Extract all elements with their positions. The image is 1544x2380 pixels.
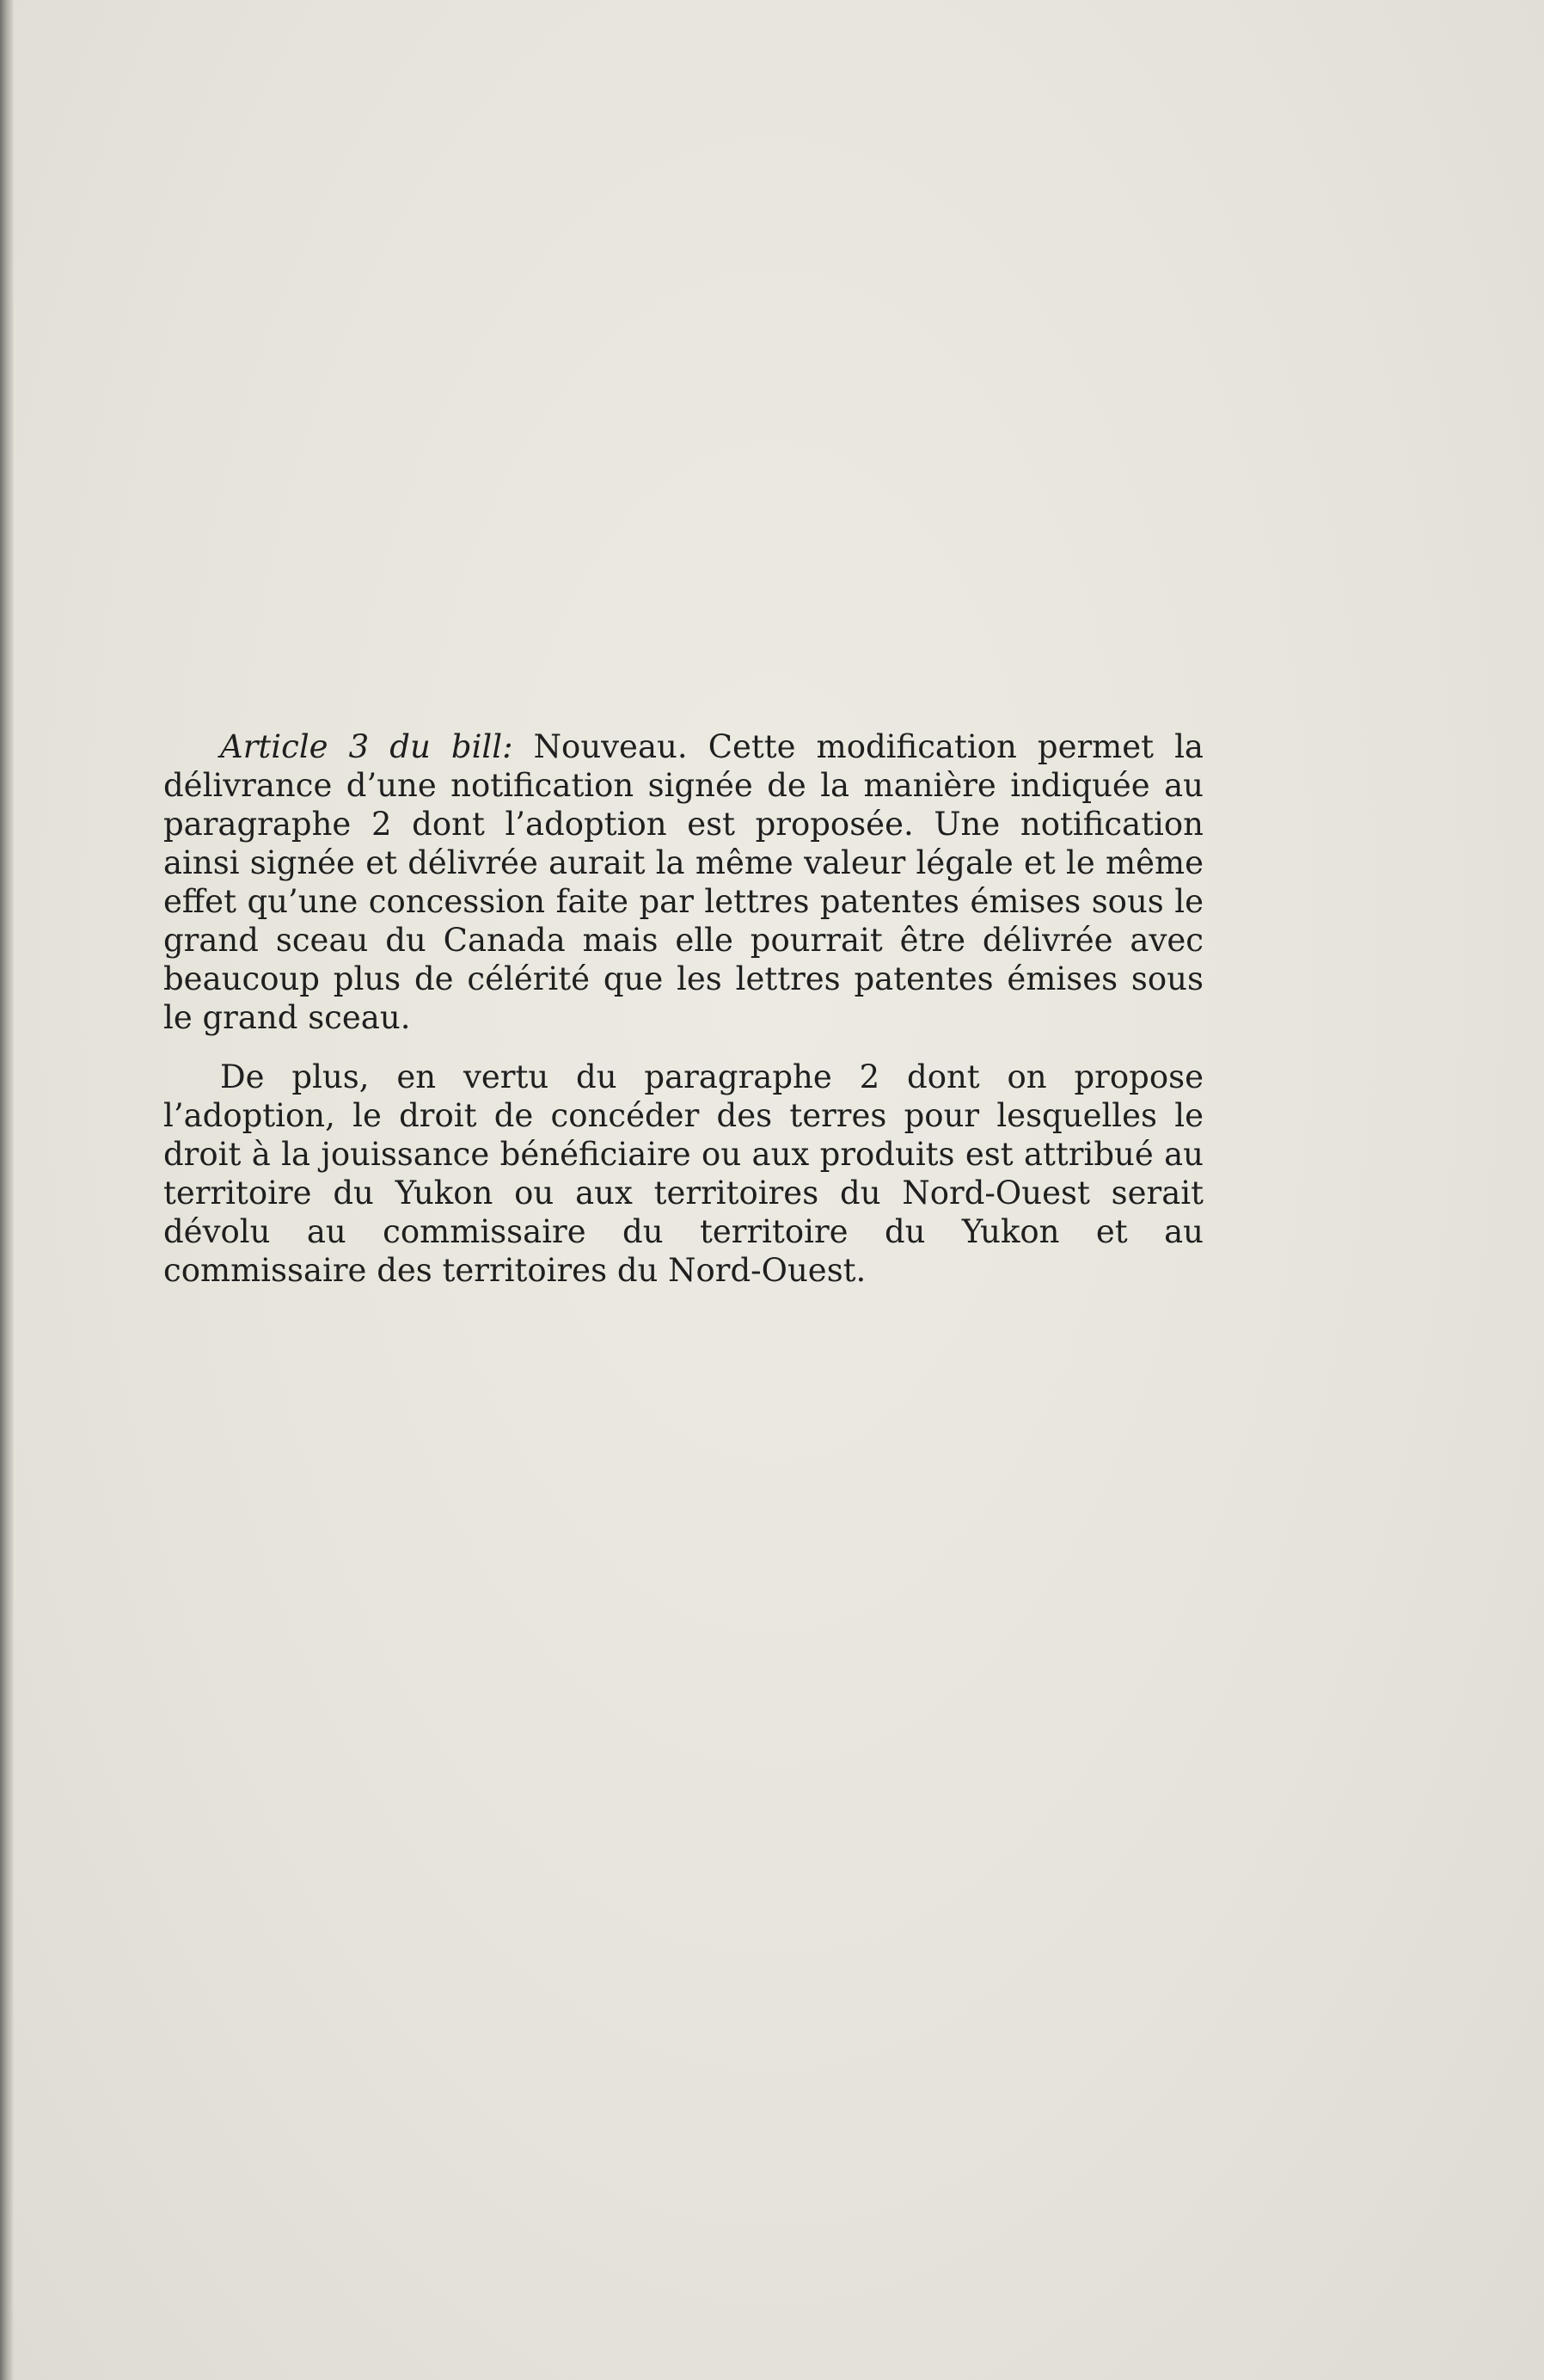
note-paragraph-1 xyxy=(163,727,1204,1037)
note-paragraph-2 xyxy=(163,1058,1204,1290)
note-paragraph-2-text: De plus, en vertu du paragraphe 2 dont on propose l’adoption, le droit de concéder des terres pour lesquelles le droit à la jouissance bénéficiaire ou aux produits est attribué au territoire du Yukon ou aux territoires du Nord-Ouest serait dévolu au commissaire du territoire du Yukon et au commissaire des territoires du Nord-Ouest. xyxy=(163,1058,1204,1289)
note-paragraph-1-text: Nouveau. Cette modification permet la délivrance d’une notification signée de la manière indiquée au paragraphe 2 dont l’adoption est proposée. Une notification ainsi signée et délivrée aurait la même valeur légale et le même effet qu’une concession faite par lettres patentes émises sous le grand sceau du Canada mais elle pourrait être délivrée avec beaucoup plus de célérité que les lettres patentes émises sous le grand sceau. xyxy=(163,728,1204,1036)
page-binding-edge xyxy=(0,0,14,2380)
article-reference: Article 3 du bill: xyxy=(220,728,513,765)
explanatory-note xyxy=(163,727,1204,1290)
